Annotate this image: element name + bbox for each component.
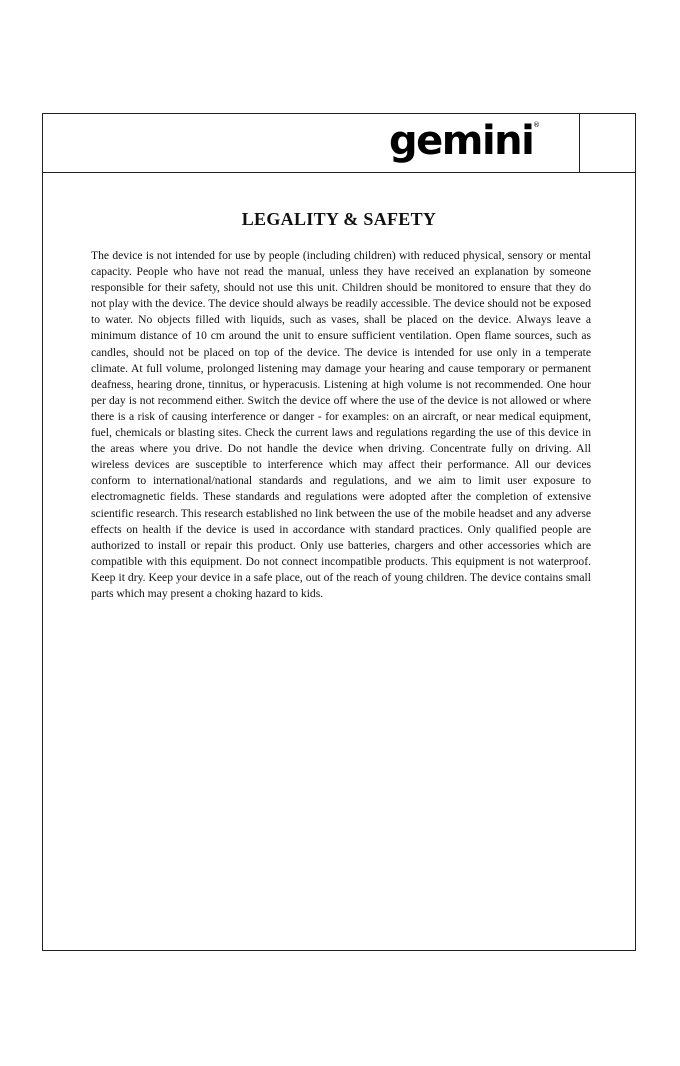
header-band (43, 114, 635, 173)
registered-mark: ® (533, 121, 540, 129)
brand-logo: gemini (389, 118, 534, 164)
section-title: LEGALITY & SAFETY (241, 209, 437, 229)
page-frame (42, 113, 636, 951)
safety-paragraph: The device is not intended for use by people (including children) with reduced physical, sensory or mental capacity. People who have not read the manual, unless they have received an explanation by someone responsible for their safety, should not use this unit. Children should be monitored to ensure that they do not play with the device. The device should always be readily accessible. The device should not be exposed to water. No objects filled with liquids, such as vases, shall be placed on the device. Always leave a minimum distance of 10 cm around the unit to ensure sufficient ventilation. Open flame sources, such as candles, should not be placed on top of the device. The device is intended for use only in a temperate climate. At full volume, prolonged listening may damage your hearing and cause temporary or permanent deafness, hearing drone, tinnitus, or hyperacusis. Listening at high volume is not recommended. One hour per day is not recommend either. Switch the device off where the use of the device is not allowed or where there is a risk of causing interference or danger - for examples: on an aircraft, or near medical equipment, fuel, chemicals or blasting sites. Check the current laws and regulations regarding the use of this device in the areas where you drive. Do not handle the device when driving. Concentrate fully on driving. All wireless devices are susceptible to interference which may affect their performance. All our devices conform to international/national standards and regulations, and we aim to limit user exposure to electromagnetic fields. These standards and regulations were adopted after the completion of extensive scientific research. This research established no link between the use of the mobile headset and any adverse effects on health if the device is used in accordance with standard practices. Only qualified people are authorized to install or repair this product. Only use batteries, chargers and other accessories which are compatible with this equipment. Do not connect incompatible products. This equipment is not waterproof. Keep it dry. Keep your device in a safe place, out of the reach of young children. The device contains small parts which may present a choking hazard to kids. (91, 249, 591, 600)
header-side-box (579, 114, 635, 172)
